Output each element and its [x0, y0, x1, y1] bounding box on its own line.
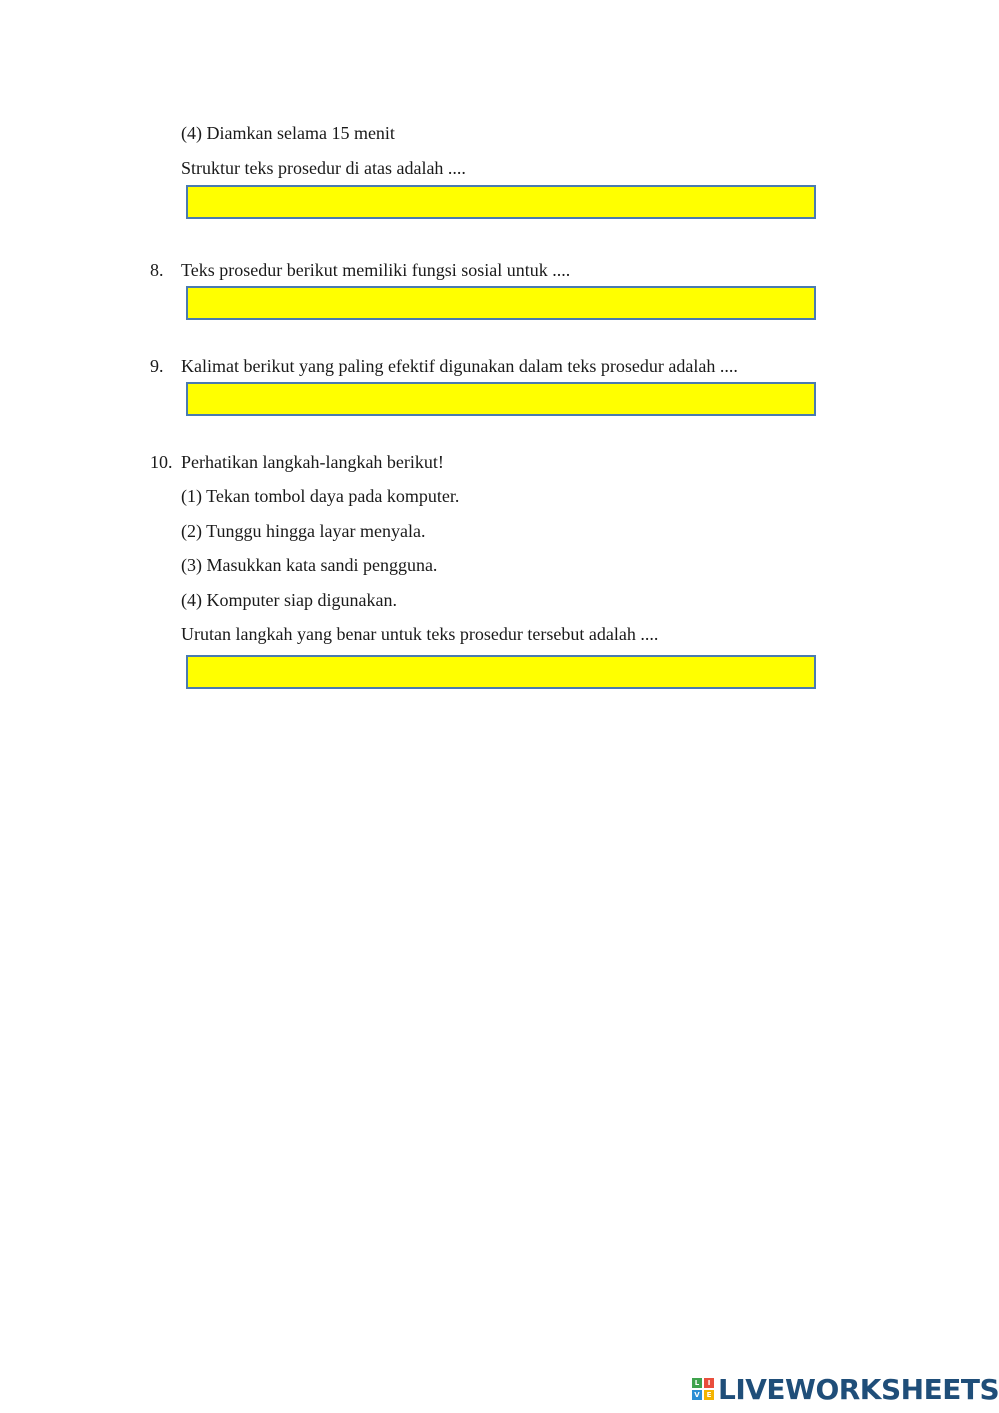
- q10-number: 10.: [150, 452, 173, 472]
- logo-letter: L: [692, 1378, 702, 1388]
- q9-number: 9.: [150, 356, 164, 376]
- liveworksheets-logo: [692, 1374, 999, 1404]
- q7-step-4: (4) Diamkan selama 15 menit: [181, 123, 395, 143]
- q10-step: (1) Tekan tombol daya pada komputer.: [181, 486, 460, 506]
- logo-grid-icon: [692, 1378, 714, 1400]
- q9-prompt: Kalimat berikut yang paling efektif digunakan dalam teks prosedur adalah ....: [181, 356, 738, 376]
- logo-letter: I: [704, 1378, 714, 1388]
- q10-step: (2) Tunggu hingga layar menyala.: [181, 521, 426, 541]
- q7-prompt: Struktur teks prosedur di atas adalah ....: [181, 158, 466, 178]
- q8-answer-field[interactable]: [186, 286, 816, 320]
- q8-number: 8.: [150, 260, 164, 280]
- q8-prompt: Teks prosedur berikut memiliki fungsi sosial untuk ....: [181, 260, 571, 280]
- brand-name: LIVEWORKSHEETS: [718, 1372, 999, 1406]
- q9-answer-field[interactable]: [186, 382, 816, 416]
- logo-letter: V: [692, 1390, 702, 1400]
- q10-answer-field[interactable]: [186, 655, 816, 689]
- q7-answer-field[interactable]: [186, 185, 816, 219]
- q10-prompt: Perhatikan langkah-langkah berikut!: [181, 452, 444, 472]
- q10-step: (3) Masukkan kata sandi pengguna.: [181, 555, 438, 575]
- logo-letter: E: [704, 1390, 714, 1400]
- q10-question: Urutan langkah yang benar untuk teks prosedur tersebut adalah ....: [181, 624, 659, 644]
- q10-step: (4) Komputer siap digunakan.: [181, 590, 397, 610]
